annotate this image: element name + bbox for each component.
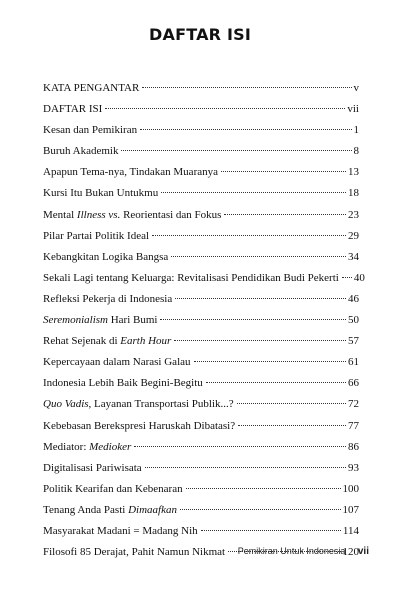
toc-entry-page: 77 — [348, 419, 359, 432]
toc-entry-title: Masyarakat Madani = Madang Nih — [43, 524, 198, 537]
toc-entry-title: Kursi Itu Bukan Untukmu — [43, 187, 159, 200]
dot-leader — [206, 382, 346, 383]
dot-leader — [186, 488, 341, 489]
dot-leader — [342, 277, 352, 278]
toc-entry-title: Seremonialism Hari Bumi — [43, 314, 158, 327]
toc-entry-page: v — [353, 82, 359, 94]
dot-leader — [140, 129, 351, 130]
toc-entry-page: 93 — [348, 461, 359, 474]
toc-entry-title: Kepercayaan dalam Narasi Galau — [43, 356, 191, 369]
toc-entry-page: 114 — [342, 524, 359, 537]
toc-entry-page: vii — [347, 103, 359, 116]
dot-leader — [237, 403, 346, 404]
toc-entry-page: 18 — [348, 187, 359, 200]
toc-entry-page: 29 — [348, 229, 359, 242]
toc-entry[interactable] — [43, 483, 359, 496]
toc-entry[interactable] — [43, 293, 359, 306]
toc-entry[interactable] — [43, 504, 359, 517]
toc-entry-title: Kebangkitan Logika Bangsa — [43, 250, 169, 263]
toc-entry-title: Kesan dan Pemikiran — [43, 124, 138, 137]
toc-entry-title: Filosofi 85 Derajat, Pahit Namun Nikmat — [43, 546, 226, 559]
toc-entry-title: Tenang Anda Pasti Dimaafkan — [43, 503, 177, 516]
toc-entry-title: DAFTAR ISI — [43, 103, 103, 116]
dot-leader — [171, 256, 346, 257]
dot-leader — [180, 509, 341, 510]
dot-leader — [201, 530, 341, 531]
toc-entry-page: 57 — [348, 335, 359, 348]
toc-entry-page: 50 — [348, 314, 359, 327]
toc-entry[interactable] — [43, 230, 359, 243]
toc-entry-title: Indonesia Lebih Baik Begini-Begitu — [43, 377, 203, 390]
running-title: Pemikiran Untuk Indonesia — [237, 546, 346, 556]
dot-leader — [145, 467, 346, 468]
toc-entry-page: 13 — [348, 166, 359, 179]
toc-entry[interactable] — [43, 462, 359, 475]
toc-entry[interactable] — [43, 103, 359, 116]
toc-entry[interactable] — [43, 124, 359, 137]
toc-entry[interactable] — [43, 251, 359, 264]
dot-leader — [121, 150, 351, 151]
toc-entry-title: Refleksi Pekerja di Indonesia — [43, 292, 173, 305]
dot-leader — [161, 192, 346, 193]
dot-leader — [194, 361, 346, 362]
page-title: DAFTAR ISI — [149, 25, 251, 44]
toc-entry-page: 72 — [348, 398, 359, 411]
dot-leader — [160, 319, 346, 320]
toc-entry-title: Quo Vadis, Layanan Transportasi Publik...? — [43, 398, 234, 411]
toc-entry-page: 61 — [348, 356, 359, 369]
dot-leader — [224, 214, 346, 215]
toc-entry-page: 66 — [348, 377, 359, 390]
toc-entry-title: Rehat Sejenak di Earth Hour — [43, 335, 172, 348]
toc-entry-page: 120 — [342, 546, 359, 559]
toc-entry[interactable] — [43, 82, 359, 95]
toc-entry-page: 8 — [353, 145, 359, 158]
toc-entry-page: 100 — [342, 482, 359, 495]
toc-entry-title: Pilar Partai Politik Ideal — [43, 229, 150, 242]
toc-entry-page: 107 — [342, 503, 359, 516]
toc-entry[interactable] — [43, 398, 359, 411]
toc-entry[interactable] — [43, 145, 359, 158]
toc-entry-title: Kebebasan Berekspresi Haruskah Dibatasi? — [43, 419, 236, 432]
dot-leader — [152, 235, 346, 236]
toc-entry-page: 86 — [348, 440, 359, 453]
toc-entry[interactable] — [43, 187, 359, 200]
toc-entry-title: Sekali Lagi tentang Keluarga: Revitalisasi Pendidikan Budi Pekerti — [43, 271, 339, 284]
dot-leader — [174, 340, 346, 341]
dot-leader — [134, 446, 346, 447]
toc-entry-page: 34 — [348, 250, 359, 263]
toc-entry-page: 40 — [353, 271, 365, 284]
table-of-contents — [43, 82, 365, 567]
page-number: vii — [357, 546, 369, 557]
toc-entry-page: 1 — [353, 124, 359, 137]
toc-entry[interactable] — [43, 166, 359, 179]
toc-entry[interactable] — [43, 314, 359, 327]
toc-entry-page: 23 — [348, 208, 359, 221]
toc-entry-title: Mental Illness vs. Reorientasi dan Fokus — [43, 208, 222, 221]
toc-entry[interactable] — [43, 209, 359, 222]
toc-entry-title: KATA PENGANTAR — [43, 82, 140, 94]
toc-entry-title: Digitalisasi Pariwisata — [43, 461, 142, 474]
toc-entry-page: 46 — [348, 292, 359, 305]
toc-entry[interactable] — [43, 420, 359, 433]
toc-entry[interactable] — [43, 377, 359, 390]
page-footer — [0, 546, 369, 557]
toc-entry-title: Buruh Akademik — [43, 145, 119, 158]
toc-entry[interactable] — [43, 441, 359, 454]
toc-entry[interactable] — [43, 356, 359, 369]
toc-entry[interactable] — [43, 271, 365, 285]
dot-leader — [142, 87, 351, 88]
toc-entry-title: Politik Kearifan dan Kebenaran — [43, 482, 183, 495]
toc-entry-title: Mediator: Medioker — [43, 440, 132, 453]
dot-leader — [238, 425, 346, 426]
toc-entry[interactable] — [43, 335, 359, 348]
dot-leader — [105, 108, 345, 109]
toc-entry[interactable] — [43, 525, 359, 538]
dot-leader — [175, 298, 346, 299]
dot-leader — [221, 171, 346, 172]
toc-entry-title: Apapun Tema-nya, Tindakan Muaranya — [43, 166, 218, 179]
